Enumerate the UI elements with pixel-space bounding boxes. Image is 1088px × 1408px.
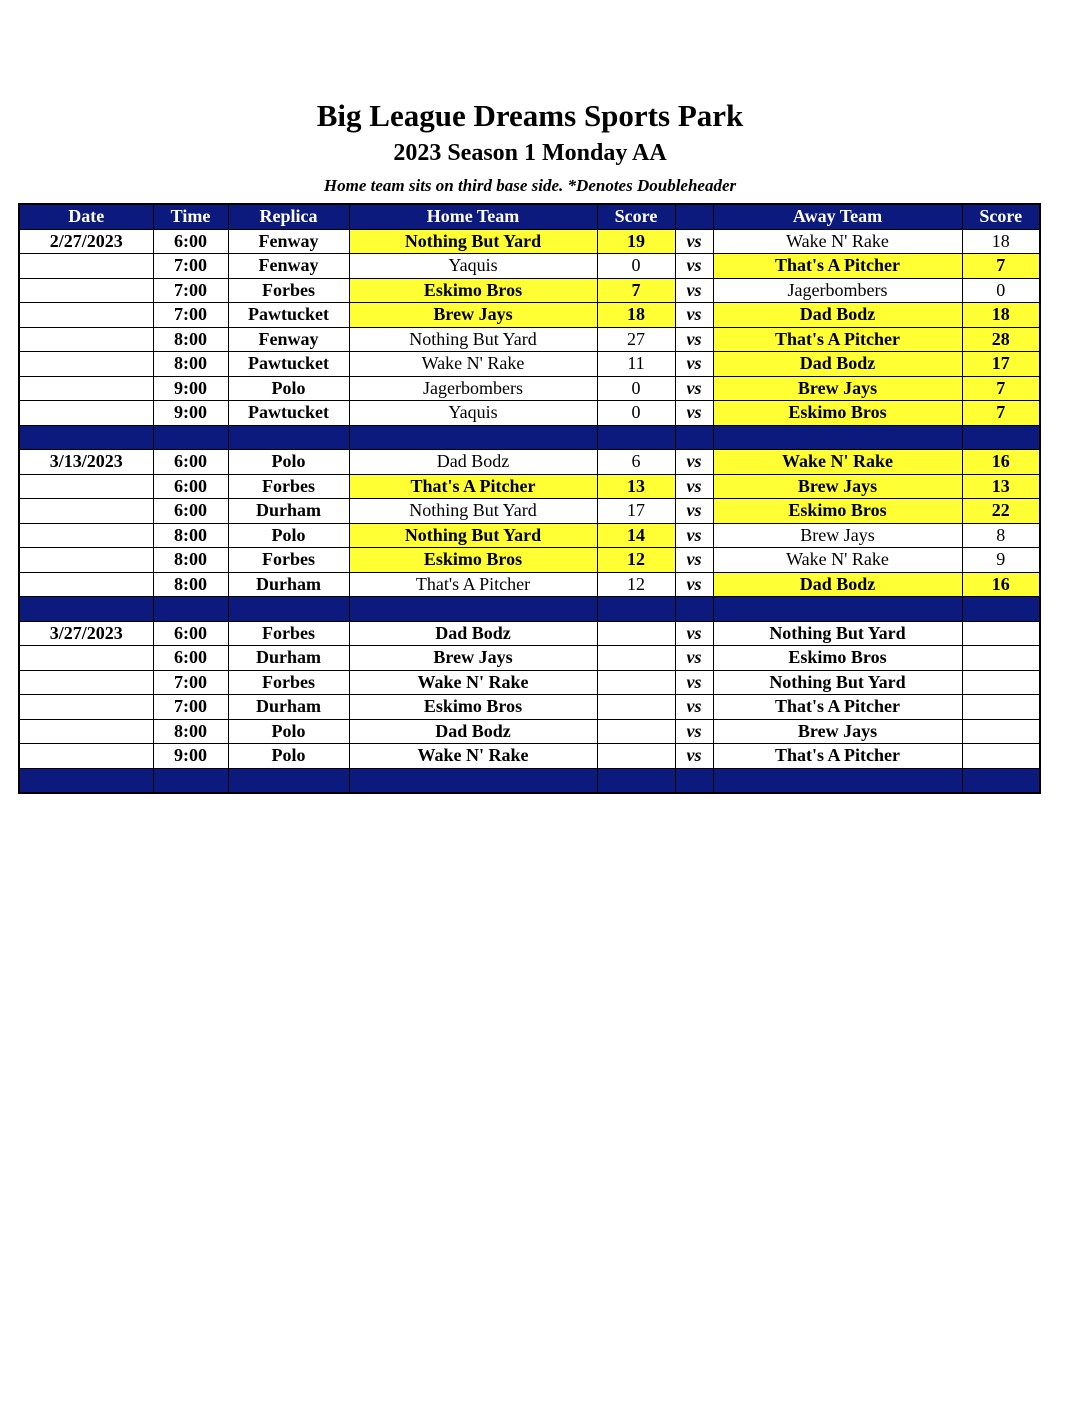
home-team: That's A Pitcher <box>349 572 597 597</box>
game-date <box>19 548 153 573</box>
away-score: 8 <box>962 523 1040 548</box>
game-time: 7:00 <box>153 695 228 720</box>
home-score: 6 <box>597 450 675 475</box>
vs-label: vs <box>675 229 713 254</box>
schedule-body <box>19 229 1040 793</box>
away-team: Brew Jays <box>713 719 962 744</box>
game-time: 7:00 <box>153 254 228 279</box>
game-replica: Fenway <box>228 229 349 254</box>
game-replica: Forbes <box>228 278 349 303</box>
vs-label: vs <box>675 327 713 352</box>
game-replica: Polo <box>228 523 349 548</box>
game-time: 8:00 <box>153 352 228 377</box>
away-score <box>962 744 1040 769</box>
game-row <box>19 254 1040 279</box>
page-title: Big League Dreams Sports Park <box>316 98 744 133</box>
game-row <box>19 278 1040 303</box>
separator-cell <box>153 597 228 622</box>
game-row <box>19 499 1040 524</box>
vs-label: vs <box>675 352 713 377</box>
away-team: Brew Jays <box>713 523 962 548</box>
game-row <box>19 401 1040 426</box>
game-replica: Pawtucket <box>228 352 349 377</box>
game-replica: Forbes <box>228 621 349 646</box>
vs-label: vs <box>675 695 713 720</box>
away-team: Dad Bodz <box>713 352 962 377</box>
separator-cell <box>153 768 228 793</box>
game-date <box>19 719 153 744</box>
away-team: That's A Pitcher <box>713 695 962 720</box>
home-team: Brew Jays <box>349 303 597 328</box>
game-time: 9:00 <box>153 401 228 426</box>
away-score: 13 <box>962 474 1040 499</box>
vs-label: vs <box>675 572 713 597</box>
away-team: Nothing But Yard <box>713 670 962 695</box>
away-score: 17 <box>962 352 1040 377</box>
game-time: 8:00 <box>153 523 228 548</box>
game-time: 6:00 <box>153 229 228 254</box>
home-score: 18 <box>597 303 675 328</box>
game-row <box>19 670 1040 695</box>
away-score: 9 <box>962 548 1040 573</box>
game-row <box>19 327 1040 352</box>
home-team: Nothing But Yard <box>349 523 597 548</box>
game-replica: Pawtucket <box>228 401 349 426</box>
game-replica: Forbes <box>228 474 349 499</box>
vs-label: vs <box>675 450 713 475</box>
away-team: Dad Bodz <box>713 572 962 597</box>
home-score: 13 <box>597 474 675 499</box>
home-team: Nothing But Yard <box>349 327 597 352</box>
home-team: Eskimo Bros <box>349 548 597 573</box>
game-date <box>19 352 153 377</box>
home-score <box>597 670 675 695</box>
separator-cell <box>962 597 1040 622</box>
game-date <box>19 744 153 769</box>
home-team: Nothing But Yard <box>349 229 597 254</box>
game-date: 3/13/2023 <box>19 450 153 475</box>
home-team: Jagerbombers <box>349 376 597 401</box>
col-vs <box>675 204 713 229</box>
game-time: 6:00 <box>153 474 228 499</box>
home-team: Yaquis <box>349 254 597 279</box>
away-team: That's A Pitcher <box>713 744 962 769</box>
separator-cell <box>713 425 962 450</box>
game-time: 6:00 <box>153 450 228 475</box>
game-replica: Durham <box>228 646 349 671</box>
game-date: 2/27/2023 <box>19 229 153 254</box>
game-row <box>19 523 1040 548</box>
week-separator-row <box>19 425 1040 450</box>
vs-label: vs <box>675 401 713 426</box>
col-away-team: Away Team <box>713 204 962 229</box>
home-team: Wake N' Rake <box>349 670 597 695</box>
vs-label: vs <box>675 621 713 646</box>
game-row <box>19 352 1040 377</box>
separator-cell <box>19 425 153 450</box>
separator-cell <box>349 597 597 622</box>
home-score <box>597 646 675 671</box>
game-row <box>19 744 1040 769</box>
game-date <box>19 572 153 597</box>
separator-cell <box>713 597 962 622</box>
separator-cell <box>597 768 675 793</box>
game-time: 6:00 <box>153 499 228 524</box>
separator-cell <box>962 768 1040 793</box>
away-team: That's A Pitcher <box>713 254 962 279</box>
game-date <box>19 523 153 548</box>
col-date: Date <box>19 204 153 229</box>
game-replica: Pawtucket <box>228 303 349 328</box>
home-score: 14 <box>597 523 675 548</box>
home-team: That's A Pitcher <box>349 474 597 499</box>
game-date <box>19 695 153 720</box>
game-date <box>19 646 153 671</box>
home-score <box>597 719 675 744</box>
vs-label: vs <box>675 670 713 695</box>
away-score: 18 <box>962 229 1040 254</box>
game-replica: Polo <box>228 376 349 401</box>
game-row <box>19 646 1040 671</box>
game-date <box>19 376 153 401</box>
away-score: 16 <box>962 572 1040 597</box>
away-team: That's A Pitcher <box>713 327 962 352</box>
game-date <box>19 401 153 426</box>
vs-label: vs <box>675 719 713 744</box>
away-team: Wake N' Rake <box>713 450 962 475</box>
home-score: 11 <box>597 352 675 377</box>
home-score: 12 <box>597 572 675 597</box>
home-score <box>597 744 675 769</box>
col-away-score: Score <box>962 204 1040 229</box>
game-replica: Forbes <box>228 548 349 573</box>
separator-cell <box>228 768 349 793</box>
game-time: 8:00 <box>153 572 228 597</box>
separator-cell <box>349 768 597 793</box>
away-team: Eskimo Bros <box>713 499 962 524</box>
game-row <box>19 229 1040 254</box>
vs-label: vs <box>675 744 713 769</box>
away-score: 18 <box>962 303 1040 328</box>
home-team: Eskimo Bros <box>349 278 597 303</box>
vs-label: vs <box>675 548 713 573</box>
home-score: 0 <box>597 376 675 401</box>
away-team: Dad Bodz <box>713 303 962 328</box>
game-row <box>19 303 1040 328</box>
game-replica: Polo <box>228 450 349 475</box>
game-replica: Durham <box>228 572 349 597</box>
home-score: 12 <box>597 548 675 573</box>
game-replica: Durham <box>228 499 349 524</box>
separator-cell <box>19 768 153 793</box>
away-score: 7 <box>962 376 1040 401</box>
away-score: 7 <box>962 254 1040 279</box>
home-score <box>597 695 675 720</box>
home-score: 7 <box>597 278 675 303</box>
page-subtitle: 2023 Season 1 Monday AA <box>393 140 667 166</box>
away-team: Eskimo Bros <box>713 401 962 426</box>
away-team: Wake N' Rake <box>713 548 962 573</box>
separator-cell <box>349 425 597 450</box>
vs-label: vs <box>675 278 713 303</box>
game-row <box>19 719 1040 744</box>
col-replica: Replica <box>228 204 349 229</box>
game-replica: Durham <box>228 695 349 720</box>
away-score: 22 <box>962 499 1040 524</box>
away-team: Jagerbombers <box>713 278 962 303</box>
game-row <box>19 695 1040 720</box>
separator-cell <box>675 597 713 622</box>
game-time: 6:00 <box>153 621 228 646</box>
game-date: 3/27/2023 <box>19 621 153 646</box>
separator-cell <box>228 425 349 450</box>
away-score: 16 <box>962 450 1040 475</box>
col-home-score: Score <box>597 204 675 229</box>
game-time: 9:00 <box>153 744 228 769</box>
separator-cell <box>153 425 228 450</box>
home-team: Dad Bodz <box>349 450 597 475</box>
separator-cell <box>228 597 349 622</box>
away-team: Brew Jays <box>713 376 962 401</box>
home-team: Nothing But Yard <box>349 499 597 524</box>
game-date <box>19 474 153 499</box>
vs-label: vs <box>675 499 713 524</box>
away-team: Eskimo Bros <box>713 646 962 671</box>
home-team: Dad Bodz <box>349 621 597 646</box>
schedule-note: Home team sits on third base side. *Denotes Doubleheader <box>323 176 737 195</box>
game-date <box>19 327 153 352</box>
game-replica: Polo <box>228 744 349 769</box>
game-time: 6:00 <box>153 646 228 671</box>
away-team: Brew Jays <box>713 474 962 499</box>
week-separator-row <box>19 768 1040 793</box>
home-team: Wake N' Rake <box>349 352 597 377</box>
game-replica: Forbes <box>228 670 349 695</box>
home-score: 17 <box>597 499 675 524</box>
away-team: Nothing But Yard <box>713 621 962 646</box>
game-replica: Fenway <box>228 254 349 279</box>
game-replica: Fenway <box>228 327 349 352</box>
game-row <box>19 450 1040 475</box>
home-score: 0 <box>597 254 675 279</box>
home-team: Wake N' Rake <box>349 744 597 769</box>
home-team: Yaquis <box>349 401 597 426</box>
away-score <box>962 621 1040 646</box>
separator-cell <box>713 768 962 793</box>
away-score <box>962 670 1040 695</box>
vs-label: vs <box>675 523 713 548</box>
away-score: 28 <box>962 327 1040 352</box>
schedule-table <box>18 203 1041 794</box>
game-time: 7:00 <box>153 303 228 328</box>
game-row <box>19 572 1040 597</box>
game-date <box>19 303 153 328</box>
game-date <box>19 670 153 695</box>
away-score: 7 <box>962 401 1040 426</box>
game-date <box>19 254 153 279</box>
away-score <box>962 646 1040 671</box>
separator-cell <box>597 425 675 450</box>
game-row <box>19 474 1040 499</box>
game-date <box>19 499 153 524</box>
vs-label: vs <box>675 254 713 279</box>
home-team: Brew Jays <box>349 646 597 671</box>
col-time: Time <box>153 204 228 229</box>
home-score <box>597 621 675 646</box>
separator-cell <box>19 597 153 622</box>
vs-label: vs <box>675 474 713 499</box>
away-score <box>962 719 1040 744</box>
separator-cell <box>675 768 713 793</box>
separator-cell <box>962 425 1040 450</box>
week-separator-row <box>19 597 1040 622</box>
away-score <box>962 695 1040 720</box>
vs-label: vs <box>675 376 713 401</box>
away-score: 0 <box>962 278 1040 303</box>
home-score: 0 <box>597 401 675 426</box>
separator-cell <box>597 597 675 622</box>
home-score: 19 <box>597 229 675 254</box>
header-row <box>19 204 1040 229</box>
home-team: Eskimo Bros <box>349 695 597 720</box>
game-row <box>19 548 1040 573</box>
home-score: 27 <box>597 327 675 352</box>
game-time: 7:00 <box>153 670 228 695</box>
home-team: Dad Bodz <box>349 719 597 744</box>
game-replica: Polo <box>228 719 349 744</box>
game-time: 7:00 <box>153 278 228 303</box>
vs-label: vs <box>675 646 713 671</box>
game-row <box>19 621 1040 646</box>
away-team: Wake N' Rake <box>713 229 962 254</box>
game-time: 8:00 <box>153 719 228 744</box>
game-time: 8:00 <box>153 327 228 352</box>
vs-label: vs <box>675 303 713 328</box>
separator-cell <box>675 425 713 450</box>
game-date <box>19 278 153 303</box>
col-home-team: Home Team <box>349 204 597 229</box>
game-time: 9:00 <box>153 376 228 401</box>
game-row <box>19 376 1040 401</box>
game-time: 8:00 <box>153 548 228 573</box>
